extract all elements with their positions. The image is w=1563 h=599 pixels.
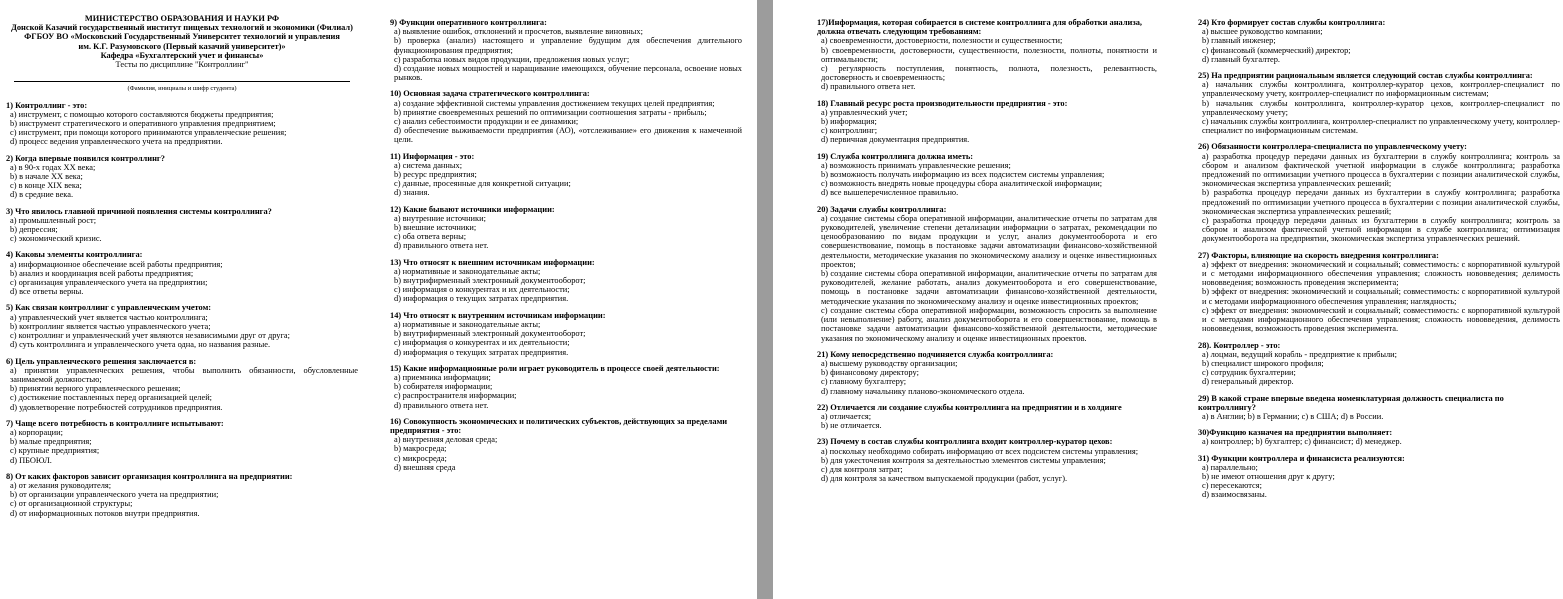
answer-option: c) финансовый (коммерческий) директор; [1202, 45, 1351, 55]
answer-option: c) разработка процедур передачи данных из бухгалтерии в службу контроллинга; контроль за сбором и анализом фактической учетной информации в службе контроллинга; оптимизация документооборота на предприятии, экономическая экспертиза управленческих решений. [1202, 216, 1560, 244]
header-line: Кафедра «Бухгалтерский учет и финансы» [100, 50, 264, 60]
answer-option: d) в средние века. [10, 190, 74, 200]
answer-option: c) крупные предприятия; [10, 446, 100, 456]
answer-option: c) от организационной структуры; [10, 499, 133, 509]
question-block [390, 152, 742, 198]
answer-option: b) принятии верного управленческого решения; [10, 384, 181, 394]
answer-option: a) выявление ошибок, отклонений и просчетов, выявление виновных; [394, 27, 643, 37]
answer-option: d) знания. [394, 188, 430, 198]
question-text: 10) Основная задача стратегического контроллинга: [390, 89, 590, 99]
answer-option: a) начальник службы контроллинга, контроллер-куратор цехов, контроллер-специалист по управленческому учету, контроллер-специалист по информационным системам; [1202, 80, 1560, 99]
answer-option: a) система данных; [394, 160, 463, 170]
answer-option: c) информация о конкурентах и их деятельности; [394, 285, 570, 295]
answer-option: a) параллельно; [1202, 462, 1258, 472]
question-block [817, 403, 1157, 431]
question-text: 7) Чаще всего потребность в контроллинге испытывают: [6, 418, 224, 428]
question-text: 14) Что относят к внутренним источникам информации: [390, 310, 606, 320]
question-block [1198, 454, 1560, 500]
answer-option: c) разработка новых видов продукции, предложения новых услуг; [394, 54, 630, 64]
answer-option: c) сотрудник бухгалтерии; [1202, 368, 1296, 378]
answer-option: a) принятии управленческих решения, чтобы выполнить обязанности, обусловленные занимаемой должностью; [10, 365, 358, 384]
question-text: 4) Каковы элементы контроллинга: [6, 250, 143, 260]
question-block [817, 350, 1157, 396]
answer-option: a) внутренние источники; [394, 213, 486, 223]
answer-option: a) возможность принимать управленческие решения; [821, 160, 1011, 170]
answer-option: a) от желания руководителя; [10, 480, 112, 490]
question-block [6, 101, 358, 147]
answer-option: c) распространителя информации; [394, 391, 517, 401]
answer-option: d) создание новых мощностей и наращивание имеющихся, обучение персонала, освоение новых рынков. [394, 64, 742, 83]
header-line: Донской Казачий государственный институт пищевых технологий и экономики (Филиал) [11, 23, 353, 33]
header-line: МИНИСТЕРСТВО ОБРАЗОВАНИЯ И НАУКИ РФ [84, 14, 280, 23]
question-block [6, 250, 358, 296]
answer-option: d) все вышеперечисленное правильно. [821, 188, 959, 198]
answer-option: a) информационное обеспечение всей работы предприятия; [10, 259, 223, 269]
answer-option: b) внутрифирменный электронный документооборот; [394, 276, 586, 286]
student-name-line [14, 72, 350, 82]
question-block [390, 258, 742, 304]
page-2-column-right [1198, 14, 1560, 500]
answer-option: a) высшее руководство компании; [1202, 27, 1323, 37]
question-block [817, 437, 1157, 483]
answer-option: d) удовлетворение потребностей сотрудников предприятия. [10, 402, 223, 412]
answer-option: b) разработка процедур передачи данных из бухгалтерии в службу контроллинга; разработка предложений по оптимизации учетного процесса в бухгалтерии с позиции аналитической службы, экономическая экспертиза управленческих решений; [1202, 188, 1560, 216]
question-text: 20) Задачи службы контроллинга: [817, 204, 947, 214]
answer-option: b) ресурс предприятия; [394, 170, 477, 180]
answer-option: b) контроллинг является частью управленческого учета; [10, 321, 211, 331]
answer-option: b) своевременности, достоверности, существенности, полезности, полноты, понятности и оптимальности; [821, 45, 1157, 64]
answer-option: d) правильного ответа нет. [394, 241, 489, 251]
answer-option: c) данные, просеянные для конкретной ситуации; [394, 179, 571, 189]
answer-option: b) главный инженер; [1202, 36, 1276, 46]
answer-option: c) контроллинг и управленческий учет являются независимыми друг от друга; [10, 331, 290, 341]
question-text: 18) Главный ресурс роста производительности предприятия - это: [817, 98, 1068, 108]
answer-option: b) информация; [821, 117, 877, 127]
header-line: ФГБОУ ВО «Московский Государственный Университет технологий и управления [24, 32, 340, 42]
answer-option: d) главный бухгалтер. [1202, 54, 1280, 64]
question-text: 21) Кому непосредственно подчиняется служба контроллинга: [817, 349, 1054, 359]
answer-option: c) микросреда; [394, 453, 447, 463]
question-block [1198, 142, 1560, 243]
answer-option: d) для контроля за качеством выпускаемой продукции (работ, услуг). [821, 474, 1068, 484]
question-block [1198, 428, 1560, 446]
answer-option: a) эффект от внедрения: экономический и социальный; совместимость: с корпоративной культурой и с методами информационного обеспечения управления; сложность нововведения; делимость нововведения; возможность проведения эксперимента; [1202, 259, 1560, 288]
answer-option: c) оба ответа верны; [394, 232, 467, 242]
answer-option: b) макросреда; [394, 444, 447, 454]
answer-option: b) создание системы сбора оперативной информации, аналитические отчеты по затратам для руководителей, желание работать, анализ документооборота и его совершенствование, помощь в постановке задачи автоматизации финансово-хозяйственной деятельности, методические указания по экономическому анализу и оценке инвестиционных проектов; [821, 269, 1157, 306]
answer-option: c) достижение поставленных перед организацией целей; [10, 393, 212, 403]
answer-option: b) проверка (анализ) настоящего и управление будущим для обеспечения длительного функционирования предприятия; [394, 36, 742, 55]
answer-option: d) процесс ведения управленческого учета на предприятии. [10, 137, 223, 147]
answer-option: a) контроллер; b) бухгалтер; c) финансист; d) менеджер. [1202, 437, 1402, 447]
question-block [6, 207, 358, 244]
answer-option: c) экономический кризис. [10, 234, 102, 244]
answer-option: d) правильного ответа нет. [821, 82, 916, 92]
question-list [6, 101, 358, 518]
question-text: 28). Контроллер - это: [1198, 340, 1281, 350]
answer-option: a) в Англии; b) в Германии; c) в США; d) в России. [1202, 411, 1384, 421]
answer-option: d) взаимосвязаны. [1202, 490, 1267, 500]
answer-option: a) высшему руководству организации; [821, 358, 958, 368]
question-block [1198, 71, 1560, 135]
answer-option: b) принятие своевременных решений по оптимизации соотношения затраты - прибыль; [394, 107, 707, 117]
answer-option: a) своевременности, достоверности, полезности и существенности; [821, 36, 1063, 46]
answer-option: d) генеральный директор. [1202, 377, 1294, 387]
question-text: 25) На предприятии рациональным является следующий состав службы контроллинга: [1198, 71, 1533, 81]
header-line: им. К.Г. Разумовского (Первый казачий университет)» [78, 41, 286, 51]
answer-option: b) начальник службы контроллинга, контроллер-куратор цехов, контроллер-специалист по управленческому учету; [1202, 98, 1560, 117]
question-text: 23) Почему в состав службы контроллинга входит контроллер-куратор цехов: [817, 437, 1113, 447]
answer-option: a) инструмент, с помощью которого составляются бюджеты предприятия; [10, 109, 274, 119]
question-block [817, 18, 1157, 92]
answer-option: a) отличается; [821, 411, 872, 421]
question-text: 16) Совокупность экономических и политических субъектов, действующих за пределами предприятия - это: [390, 416, 728, 435]
answer-option: a) нормативные и законодательные акты; [394, 266, 541, 276]
question-text: 19) Служба контроллинга должна иметь: [817, 151, 974, 161]
answer-option: b) внутрифирменный электронный документооборот; [394, 329, 586, 339]
answer-option: b) возможность получать информацию из всех подсистем системы управления; [821, 170, 1105, 180]
answer-option: a) создание системы сбора оперативной информации, аналитические отчеты по затратам для руководителей, увеличение степени детализации информации о затратах, рекомендации по ценообразованию по видам продукции и услуг, анализ документооборота и его совершенствование, помощь в постановке задачи автоматизации финансово-хозяйственной деятельности, методические указания по экономическому анализу и оценке инвестиционных проектов; [821, 213, 1157, 269]
question-text: 27) Факторы, влияющие на скорость внедрения контроллинга: [1198, 250, 1439, 260]
answer-option: b) депрессия; [10, 225, 58, 235]
answer-option: d) все ответы верны. [10, 287, 84, 297]
question-block [6, 357, 358, 412]
answer-option: d) обеспечение выживаемости предприятия (АО), «отслеживание» его движения к намеченной цели. [394, 126, 742, 145]
answer-option: c) главному бухгалтеру; [821, 377, 907, 387]
answer-option: c) возможность внедрять новые процедуры сбора аналитической информации; [821, 179, 1103, 189]
question-text: 5) Как связан контроллинг с управленческим учетом: [6, 303, 212, 313]
student-caption: (Фамилия, инициалы и шифр студента) [127, 85, 237, 93]
answer-option: c) контроллинг; [821, 126, 878, 136]
question-text: 24) Кто формирует состав службы контроллинга: [1198, 18, 1386, 27]
answer-option: a) лоцман, ведущий корабль - предприятие к прибыли; [1202, 349, 1397, 359]
answer-option: a) внутренняя деловая среда; [394, 435, 498, 445]
question-text: 29) В какой стране впервые введена номенклатурная должность специалиста по контроллингу? [1198, 393, 1504, 412]
question-block [1198, 18, 1560, 64]
answer-option: b) эффект от внедрения: экономический и социальный; совместимость: с корпоративной культурой и с методами информационного обеспечения управления; наглядность; [1202, 287, 1560, 306]
answer-option: c) начальник службы контроллинга, контроллер-специалист по управленческому учету, контроллер-специалист по информационным системам. [1202, 117, 1560, 136]
answer-option: b) не имеют отношения друг к другу; [1202, 471, 1335, 481]
question-block [1198, 341, 1560, 387]
answer-option: c) в конце XIX века; [10, 181, 82, 191]
question-text: 6) Цель управленческого решения заключается в: [6, 356, 197, 366]
answer-option: b) для ужесточения контроля за деятельностью элементов системы управления; [821, 455, 1106, 465]
answer-option: a) поскольку необходимо собирать информацию от всех подсистем системы управления; [821, 446, 1139, 456]
answer-option: c) эффект от внедрения: экономический и социальный; совместимость: с корпоративной культурой и с методами информационного обеспечения управления; сложность нововведения, делимость нововведения, возможность проведения эксперимента. [1202, 305, 1560, 334]
answer-option: c) анализ себестоимости продукции и ее динамики; [394, 117, 579, 127]
question-list [817, 18, 1157, 483]
answer-option: b) малые предприятия; [10, 437, 92, 447]
question-text: 22) Отличается ли создание службы контроллинга на предприятии и в холдинге [817, 402, 1122, 412]
question-block [390, 89, 742, 144]
question-text: 13) Что относят к внешним источникам информации: [390, 257, 595, 267]
question-text: 8) От каких факторов зависит организация контроллинга на предприятии: [6, 471, 293, 481]
question-list [390, 18, 742, 472]
question-block [390, 364, 742, 410]
question-text: 30)Функцию казначея на предприятии выполняет: [1198, 428, 1393, 438]
answer-option: b) инструмент стратегического и оперативного управления предприятием; [10, 119, 276, 129]
answer-option: a) нормативные и законодательные акты; [394, 319, 541, 329]
answer-option: a) приемника информации; [394, 372, 491, 382]
page-1-column-right [390, 14, 742, 472]
answer-option: c) организация управленческого учета на предприятии; [10, 278, 208, 288]
question-text: 1) Контроллинг - это: [6, 100, 88, 110]
question-text: 9) Функции оперативного контроллинга: [390, 18, 547, 27]
answer-option: b) внешние источники; [394, 223, 477, 233]
answer-option: c) информация о конкурентах и их деятельности; [394, 338, 570, 348]
question-text: 31) Функции контроллера и финансиста реализуются: [1198, 453, 1405, 463]
answer-option: b) специалист широкого профиля; [1202, 358, 1324, 368]
answer-option: d) суть контроллинга и управленческого учета одна, но названия разные. [10, 340, 271, 350]
answer-option: a) промышленный рост; [10, 215, 97, 225]
page-1-column-left [6, 14, 358, 518]
question-text: 2) Когда впервые появился контроллинг? [6, 153, 165, 163]
answer-option: b) от организации управленческого учета на предприятии; [10, 490, 219, 500]
document-page-2 [773, 0, 1563, 599]
question-block [817, 205, 1157, 343]
question-block [1198, 394, 1560, 422]
answer-option: b) собирателя информации; [394, 382, 493, 392]
answer-option: a) в 90-х годах XX века; [10, 162, 96, 172]
question-text: 3) Что явилось главной причиной появления системы контроллинга? [6, 206, 272, 216]
answer-option: d) главному начальнику планово-экономического отдела. [821, 386, 1025, 396]
question-block [6, 419, 358, 465]
question-block [6, 303, 358, 349]
document-header [6, 14, 358, 94]
page-gap [757, 0, 773, 599]
answer-option: c) инструмент, при помощи которого принимаются управленческие решения; [10, 128, 287, 138]
answer-option: a) корпорации; [10, 427, 63, 437]
answer-option: a) управленческий учет является частью контроллинга; [10, 312, 208, 322]
question-text: 26) Обязанности контроллера-специалиста по управленческому учету: [1198, 142, 1467, 152]
answer-option: d) правильного ответа нет. [394, 400, 489, 410]
question-block [390, 205, 742, 251]
question-block [6, 154, 358, 200]
header-line: Тесты по дисциплине "Контроллинг" [115, 60, 249, 70]
question-block [817, 152, 1157, 198]
answer-option: d) информация о текущих затратах предприятия. [394, 294, 569, 304]
page-2-column-left [817, 14, 1157, 483]
answer-option: d) первичная документация предприятия. [821, 135, 970, 145]
answer-option: c) пересекаются; [1202, 481, 1262, 491]
answer-option: a) создание эффективной системы управления достижением текущих целей предприятия; [394, 98, 715, 108]
answer-option: d) от информационных потоков внутри предприятия. [10, 508, 200, 518]
answer-option: c) регулярность поступления, понятность, полнота, полезность, релевантность, достоверность и своевременность; [821, 64, 1157, 83]
answer-option: b) анализ и координация всей работы предприятия; [10, 268, 194, 278]
answer-option: d) информация о текущих затратах предприятия. [394, 347, 569, 357]
question-block [390, 18, 742, 82]
question-text: 15) Какие информационные роли играет руководитель в процессе своей деятельности: [390, 363, 720, 373]
answer-option: d) ПБОЮЛ. [10, 455, 52, 465]
answer-option: c) создание системы сбора оперативной информации, возможность спросить за выполнение (или невыполнение) работу, анализ документооборота и его совершенствование, помощь в постановке задачи автоматизации финансово-хозяйственной деятельности, методические указания по экономическому анализу и оценке инвестиционных проектов. [821, 305, 1157, 343]
question-list [1198, 18, 1560, 500]
question-text: 17)Информация, которая собирается в системе контроллинга для обработки анализа, должна отвечать следующим требованиям: [817, 18, 1142, 37]
question-text: 12) Какие бывают источники информации: [390, 204, 555, 214]
question-block [1198, 251, 1560, 334]
question-block [390, 311, 742, 357]
answer-option: d) внешняя среда [394, 462, 456, 472]
question-block [390, 417, 742, 472]
question-block [6, 472, 358, 518]
answer-option: b) не отличается. [821, 421, 882, 431]
answer-option: c) для контроля затрат; [821, 464, 903, 474]
answer-option: a) управленческий учет; [821, 107, 908, 117]
answer-option: b) финансовому директору; [821, 368, 919, 378]
answer-option: b) в начале XX века; [10, 172, 83, 182]
document-page-1 [0, 0, 757, 599]
question-block [817, 99, 1157, 145]
question-text: 11) Информация - это: [390, 151, 475, 161]
answer-option: a) разработка процедур передачи данных из бухгалтерии в службу контроллинга; контроль за сбором и анализом фактической учетной информации в службе контроллинга; разработка предложений по оптимизации учетного процесса в бухгалтерии с позиции аналитической службы, экономическая экспертиза управленческих решений; [1202, 151, 1560, 189]
